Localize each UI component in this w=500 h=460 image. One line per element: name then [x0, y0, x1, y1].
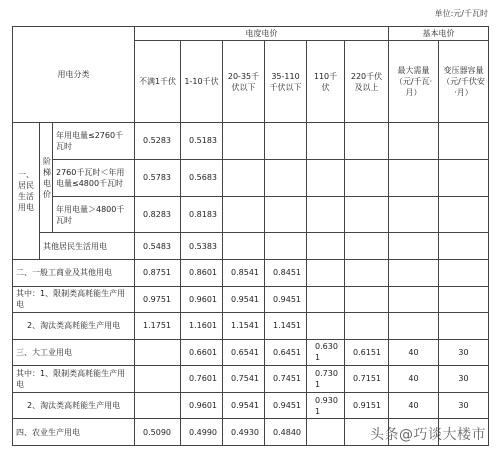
row-label: 其他居民生活用电 [40, 233, 135, 260]
residential-label: 一、居民生活用电 [13, 123, 40, 260]
table-cell: 1.1601 [181, 313, 223, 340]
tariff-table [12, 26, 489, 446]
table-cell: 0.7601 [181, 366, 223, 393]
table-cell: 0.6301 [307, 339, 345, 366]
table-cell: 0.8541 [223, 259, 265, 286]
table-cell: 0.6601 [181, 339, 223, 366]
table-cell [389, 259, 439, 286]
table-cell [389, 233, 439, 260]
table-cell: 0.7151 [345, 366, 389, 393]
table-cell [223, 159, 265, 196]
table-cell: 0.5383 [181, 233, 223, 260]
table-cell: 0.4930 [223, 419, 265, 446]
header-voltage-col: 不满1千伏 [135, 41, 181, 123]
table-cell [307, 123, 345, 160]
table-cell: 0.4840 [265, 419, 307, 446]
row-label: 二、一般工商业及其他用电 [13, 259, 135, 286]
tier-row-label: 年用电量＞4800千瓦时 [53, 196, 135, 233]
table-cell [389, 196, 439, 233]
table-cell: 0.9751 [135, 286, 181, 313]
table-cell [223, 233, 265, 260]
table-cell: 0.8283 [135, 196, 181, 233]
table-cell [265, 123, 307, 160]
tier-row-label: 年用电量≤2760千瓦时 [53, 123, 135, 160]
table-cell: 0.7541 [223, 366, 265, 393]
table-row [13, 392, 489, 419]
header-voltage-col: 220千伏及以上 [345, 41, 389, 123]
table-row [13, 259, 489, 286]
table-cell [345, 159, 389, 196]
table-cell: 0.5283 [135, 123, 181, 160]
table-cell [345, 123, 389, 160]
table-cell [345, 313, 389, 340]
table-cell [389, 286, 439, 313]
table-cell [307, 159, 345, 196]
row-label: 2、淘汰类高耗能生产用电 [13, 313, 135, 340]
table-cell [439, 313, 489, 340]
table-cell [307, 259, 345, 286]
table-cell: 0.9451 [265, 392, 307, 419]
header-voltage-col: 35-110千伏以下 [265, 41, 307, 123]
row-label: 三、大工业用电 [13, 339, 135, 366]
table-cell: 0.9451 [265, 286, 307, 313]
table-cell: 0.8183 [181, 196, 223, 233]
tier-row-label: 2760千瓦时＜年用电量≤4800千瓦时 [53, 159, 135, 196]
table-cell: 0.9151 [345, 392, 389, 419]
table-cell [307, 313, 345, 340]
unit-note: 单位:元/千瓦时 [434, 9, 488, 18]
table-cell [439, 159, 489, 196]
table-cell: 0.4990 [181, 419, 223, 446]
table-cell [389, 123, 439, 160]
table-cell: 0.9601 [181, 392, 223, 419]
table-cell [345, 259, 389, 286]
table-cell: 40 [389, 392, 439, 419]
table-cell: 30 [439, 339, 489, 366]
table-cell: 30 [439, 392, 489, 419]
header-basic-price: 基本电价 [389, 27, 489, 41]
table-cell [439, 259, 489, 286]
table-cell [345, 286, 389, 313]
table-cell: 0.5683 [181, 159, 223, 196]
table-cell: 0.6151 [345, 339, 389, 366]
header-voltage-col: 110千伏 [307, 41, 345, 123]
table-cell: 0.8601 [181, 259, 223, 286]
row-label: 其中：1、限制类高耗能生产用电 [13, 286, 135, 313]
header-category: 用电分类 [13, 27, 135, 123]
row-label: 四、农业生产用电 [13, 419, 135, 446]
table-cell: 1.1541 [223, 313, 265, 340]
table-cell [307, 233, 345, 260]
table-cell: 0.5090 [135, 419, 181, 446]
header-basic-col: 最大需量（元/千瓦·月） [389, 41, 439, 123]
table-cell [439, 196, 489, 233]
row-label: 2、淘汰类高耗能生产用电 [13, 392, 135, 419]
table-cell [265, 233, 307, 260]
table-row [13, 366, 489, 393]
header-energy-price: 电度电价 [135, 27, 389, 41]
table-cell [135, 392, 181, 419]
table-cell: 0.8451 [265, 259, 307, 286]
tier-label: 阶梯电价 [40, 123, 53, 233]
table-cell: 0.5183 [181, 123, 223, 160]
table-row [13, 339, 489, 366]
row-label: 其中：1、限制类高耗能生产用电 [13, 366, 135, 393]
table-cell [307, 196, 345, 233]
table-cell: 0.5483 [135, 233, 181, 260]
header-basic-col: 变压器容量（元/千伏安·月） [439, 41, 489, 123]
table-cell [135, 339, 181, 366]
table-cell [223, 196, 265, 233]
table-row [13, 286, 489, 313]
table-cell: 1.1451 [265, 313, 307, 340]
table-cell [307, 419, 345, 446]
table-cell [439, 233, 489, 260]
table-cell: 40 [389, 366, 439, 393]
table-cell [345, 233, 389, 260]
table-cell: 0.9601 [181, 286, 223, 313]
table-cell: 0.9541 [223, 392, 265, 419]
table-row [13, 313, 489, 340]
table-cell: 0.7301 [307, 366, 345, 393]
table-cell [265, 196, 307, 233]
table-cell: 0.8751 [135, 259, 181, 286]
table-cell: 30 [439, 366, 489, 393]
table-cell [389, 159, 439, 196]
table-cell: 0.9301 [307, 392, 345, 419]
table-cell: 40 [389, 339, 439, 366]
header-voltage-col: 20-35千伏以下 [223, 41, 265, 123]
table-cell: 0.6451 [265, 339, 307, 366]
table-cell [135, 366, 181, 393]
table-cell [439, 286, 489, 313]
table-cell [223, 123, 265, 160]
table-cell: 0.5783 [135, 159, 181, 196]
table-cell [265, 159, 307, 196]
table-cell: 0.6541 [223, 339, 265, 366]
watermark: 头条@巧谈大楼市 [370, 427, 486, 443]
table-cell: 0.7451 [265, 366, 307, 393]
table-cell [389, 313, 439, 340]
table-cell [307, 286, 345, 313]
table-cell: 0.9541 [223, 286, 265, 313]
table-cell: 1.1751 [135, 313, 181, 340]
header-voltage-col: 1-10千伏 [181, 41, 223, 123]
table-cell [345, 196, 389, 233]
table-cell [439, 123, 489, 160]
